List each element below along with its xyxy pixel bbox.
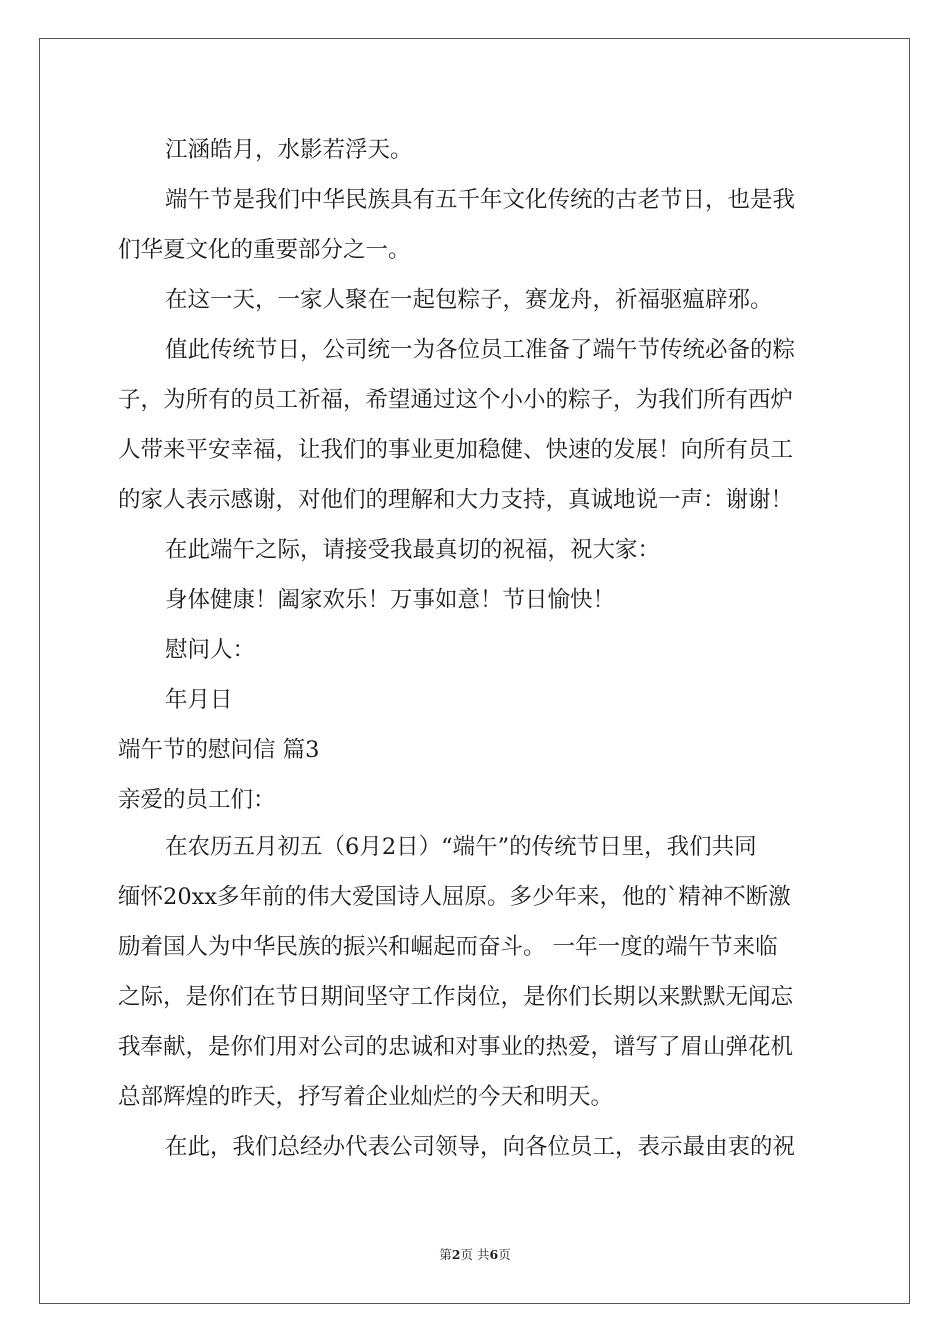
text-line: 端午节是我们中华民族具有五千年文化传统的古老节日，也是我	[165, 187, 796, 213]
text-line: 在此，我们总经办代表公司领导，向各位员工，表示最由衷的祝	[165, 1134, 796, 1160]
text-line: 之际，是你们在节日期间坚守工作岗位，是你们长期以来默默无闻忘	[118, 984, 794, 1010]
text-line: 在农历五月初五（6月2日）“端午”的传统节日里，我们共同	[165, 834, 757, 860]
current-page-number: 2	[451, 1247, 461, 1262]
page-border	[39, 38, 910, 1304]
text-line: 子，为所有的员工祈福，希望通过这个小小的粽子，为我们所有西炉	[118, 387, 794, 413]
text-line: 励着国人为中华民族的振兴和崛起而奋斗。 一年一度的端午节来临	[118, 934, 778, 960]
text-line: 们华夏文化的重要部分之一。	[118, 237, 411, 263]
text-line: 在此端午之际，请接受我最真切的祝福，祝大家：	[165, 537, 661, 563]
text-line: 在这一天，一家人聚在一起包粽子，赛龙舟，祈福驱瘟辟邪。	[165, 287, 773, 313]
text-line: 身体健康！阖家欢乐！万事如意！节日愉快！	[165, 587, 616, 613]
text-line: 我奉献，是你们用对公司的忠诚和对事业的热爱，谱写了眉山弹花机	[118, 1034, 794, 1060]
text-line: 慰问人：	[165, 637, 256, 663]
page-footer	[0, 1245, 950, 1263]
page-label-prefix: 第	[439, 1247, 452, 1262]
text-line: 年月日	[165, 687, 233, 713]
page-label-suffix: 页	[498, 1247, 511, 1262]
section-heading: 端午节的慰问信 篇3	[118, 737, 320, 763]
text-line: 总部辉煌的昨天，抒写着企业灿烂的今天和明天。	[118, 1084, 614, 1110]
text-line: 江涵皓月，水影若浮天。	[165, 137, 413, 163]
page-label-mid: 页 共	[460, 1247, 490, 1262]
text-line: 缅怀20xx多年前的伟大爱国诗人屈原。多少年来，他的`精神不断激	[118, 884, 791, 910]
text-line: 值此传统节日，公司统一为各位员工准备了端午节传统必备的粽	[165, 337, 796, 363]
total-page-number: 6	[489, 1247, 499, 1262]
salutation: 亲爱的员工们：	[118, 787, 276, 813]
text-line: 人带来平安幸福，让我们的事业更加稳健、快速的发展！向所有员工	[118, 437, 794, 463]
text-line: 的家人表示感谢，对他们的理解和大力支持，真诚地说一声：谢谢！	[118, 487, 794, 513]
